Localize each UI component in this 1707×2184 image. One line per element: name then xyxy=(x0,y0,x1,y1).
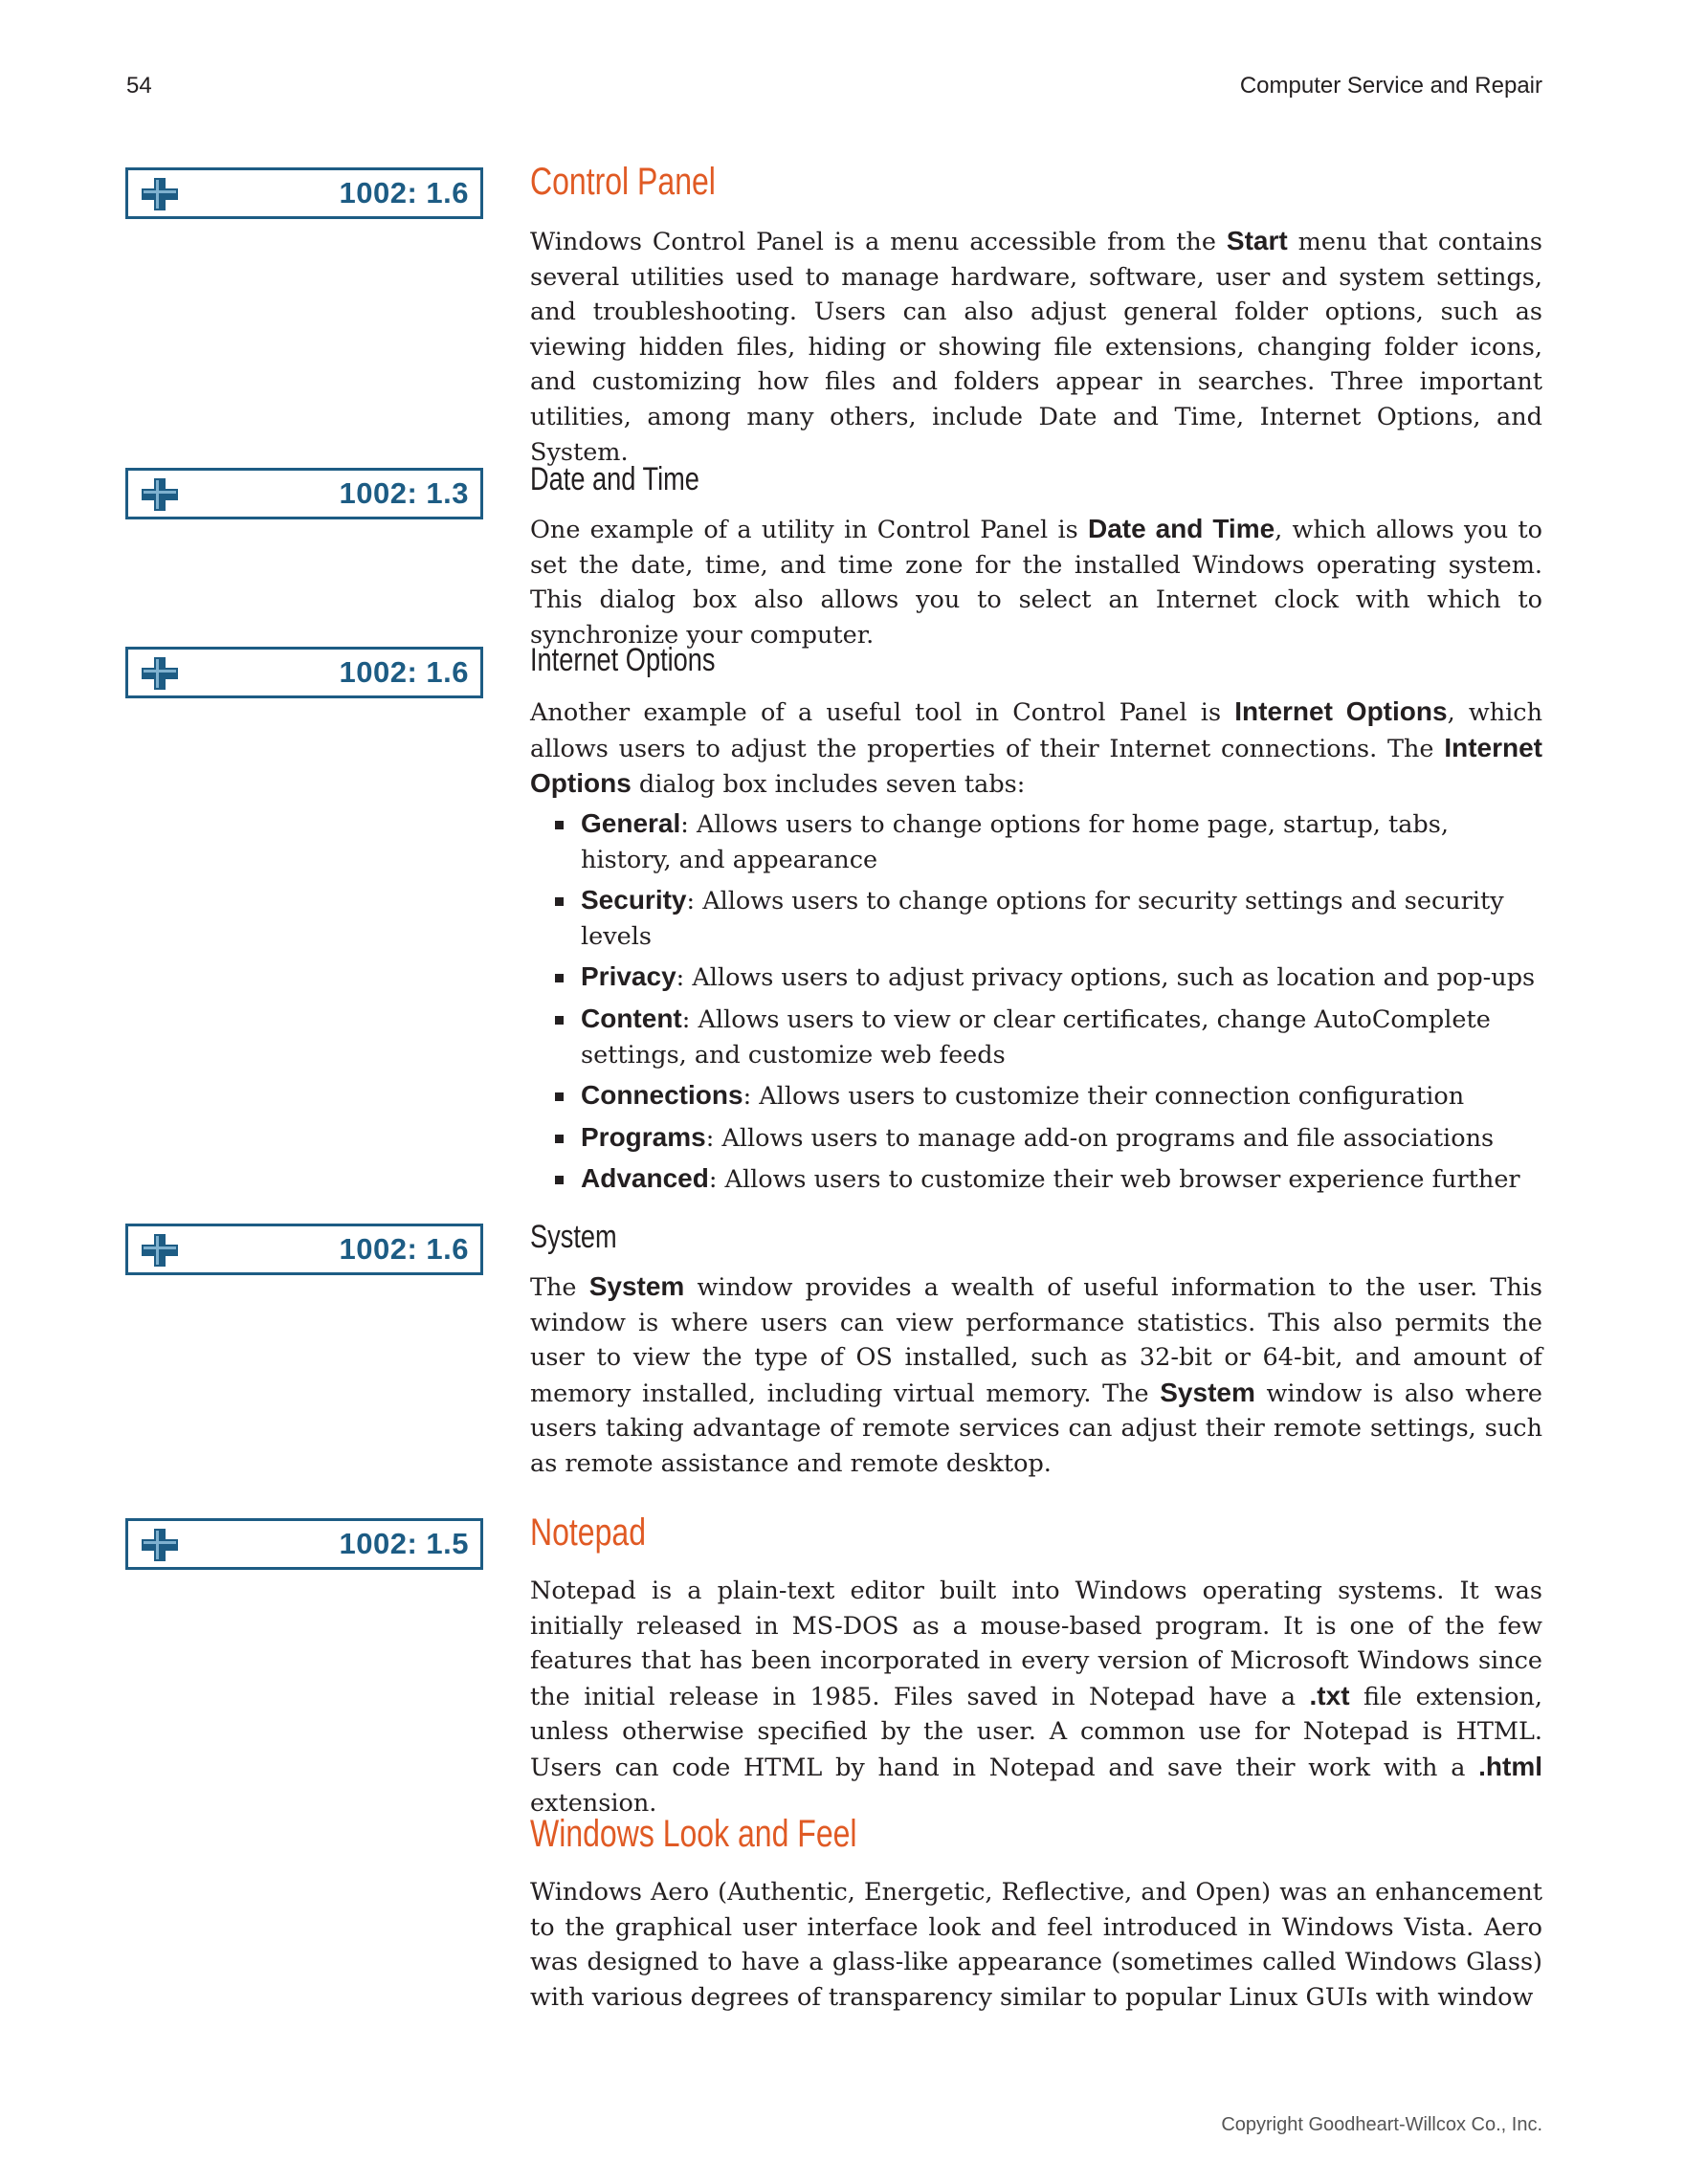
heading-notepad: Notepad xyxy=(530,1511,646,1554)
heading-windows-look-and-feel: Windows Look and Feel xyxy=(530,1813,857,1855)
text: extension. xyxy=(530,1788,657,1818)
objective-box xyxy=(125,167,483,219)
text: Another example of a useful tool in Control Panel is xyxy=(530,698,1235,727)
text: One example of a utility in Control Panel is xyxy=(530,516,1088,544)
objective-code: 1002: 1.5 xyxy=(339,1527,469,1560)
paragraph-control-panel xyxy=(530,224,1542,470)
page-number: 54 xyxy=(126,73,152,99)
list-item xyxy=(530,1120,1542,1157)
tab-name: Privacy xyxy=(581,961,676,992)
bold-term: Internet Options xyxy=(530,732,1542,799)
plus-cross-icon xyxy=(140,1529,180,1561)
objective-box xyxy=(125,1224,483,1275)
text: dialog box includes seven tabs: xyxy=(631,770,1026,800)
text: window is also where users taking advantage of remote services can adjust their remote settings, such as remote assistance and remote desktop. xyxy=(530,1379,1542,1478)
list-item xyxy=(530,960,1542,996)
running-header xyxy=(126,73,1542,111)
bold-term: System xyxy=(588,1271,685,1301)
tab-description: : Allows users to adjust privacy options, such as location and pop-ups xyxy=(676,963,1536,993)
bullet xyxy=(555,974,564,982)
objective-code: 1002: 1.6 xyxy=(339,176,469,210)
objective-code: 1002: 1.6 xyxy=(339,655,469,689)
list-item xyxy=(530,806,1542,877)
bold-term: Date and Time xyxy=(1087,514,1275,543)
tab-description: : Allows users to view or clear certificates, change AutoComplete settings, and customize web feeds xyxy=(581,1004,1491,1070)
list-item xyxy=(530,1002,1542,1072)
heading-system: System xyxy=(530,1219,617,1255)
text: Windows Control Panel is a menu accessible from the xyxy=(530,228,1227,256)
paragraph-system xyxy=(530,1269,1542,1482)
bold-term: Internet Options xyxy=(1234,696,1448,726)
paragraph-notepad xyxy=(530,1574,1542,1820)
list-item xyxy=(530,883,1542,954)
tab-description: : Allows users to customize their connection configuration xyxy=(743,1082,1465,1112)
bold-term: Start xyxy=(1226,226,1288,255)
plus-cross-icon xyxy=(140,178,180,210)
objective-code: 1002: 1.6 xyxy=(339,1232,469,1266)
bullet xyxy=(555,1092,564,1101)
bullet xyxy=(555,1016,564,1025)
tab-description: : Allows users to manage add-on programs and file associations xyxy=(705,1123,1495,1153)
text: file extension, unless otherwise specified by the user. A common use for Notepad is HTML. Users can code HTML by hand in Notepad and save their work with a xyxy=(530,1682,1542,1782)
list-item xyxy=(530,1078,1542,1114)
tab-name: Advanced xyxy=(581,1163,709,1194)
plus-cross-icon xyxy=(140,657,180,690)
running-title: Computer Service and Repair xyxy=(1239,73,1542,99)
bullet xyxy=(555,1176,564,1184)
bold-term: System xyxy=(1160,1377,1255,1407)
heading-internet-options: Internet Options xyxy=(530,642,716,678)
text: , which allows you to set the date, time, and time zone for the installed Windows operating system. This dialog box also allows you to select an Internet clock with which to synchronize your computer. xyxy=(530,516,1543,650)
tab-name: General xyxy=(581,808,681,838)
plus-cross-icon xyxy=(140,1234,180,1267)
bullet xyxy=(555,1135,564,1143)
heading-control-panel: Control Panel xyxy=(530,161,716,203)
bullet xyxy=(555,897,564,906)
paragraph-windows-look-and-feel: Windows Aero (Authentic, Energetic, Reflective, and Open) was an enhancement to the graphical user interface look and feel introduced in Windows Vista. Aero was designed to have a glass-like appearance (sometimes called Windows Glass) with various degrees of transparency similar to popular Linux GUIs with window xyxy=(530,1878,1542,2012)
plus-cross-icon xyxy=(140,478,180,511)
bold-term: .html xyxy=(1478,1751,1542,1781)
objective-box xyxy=(125,468,483,519)
text: menu that contains several utilities used to manage hardware, software, user and system settings, and troubleshooting. Users can also adjust general folder options, such as viewing hidden files, hiding or showing file extensions, changing folder icons, and customizing how files and folders appear in searches. Three important utilities, among many others, include Date and Time, Internet Options, and System. xyxy=(530,228,1543,467)
heading-date-and-time: Date and Time xyxy=(530,461,699,497)
tab-description: : Allows users to change options for home page, startup, tabs, history, and appearance xyxy=(581,810,1449,874)
bold-term: .txt xyxy=(1309,1680,1350,1710)
tab-list xyxy=(530,806,1542,1203)
text: Notepad is a plain-text editor built into Windows operating systems. It was initially released in MS-DOS as a mouse-based program. It is one of the few features that has been incorporated in every version of Microsoft Windows since the initial release in 1985. Files saved in Notepad have a xyxy=(530,1577,1542,1711)
tab-name: Programs xyxy=(581,1121,706,1152)
objective-code: 1002: 1.3 xyxy=(339,476,469,510)
objective-box xyxy=(125,647,483,698)
bullet xyxy=(555,821,564,829)
objective-box xyxy=(125,1518,483,1570)
text: window provides a wealth of useful information to the user. This window is where users can view performance statistics. This also permits the user to view the type of OS installed, such as 32-bit or 64-bit, and amount of memory installed, including virtual memory. The xyxy=(530,1273,1542,1408)
tab-name: Connections xyxy=(581,1080,743,1111)
paragraph-date-and-time xyxy=(530,512,1542,652)
paragraph-internet-options xyxy=(530,695,1542,803)
tab-name: Security xyxy=(581,885,687,916)
copyright-footer: Copyright Goodheart-Willcox Co., Inc. xyxy=(1221,2114,1542,2135)
text: The xyxy=(530,1273,589,1302)
tab-description: : Allows users to change options for security settings and security levels xyxy=(581,887,1504,951)
list-item xyxy=(530,1161,1542,1198)
text: , which allows users to adjust the properties of their Internet connections. The xyxy=(530,698,1542,763)
tab-name: Content xyxy=(581,1003,682,1033)
tab-description: : Allows users to customize their web browser experience further xyxy=(708,1165,1520,1195)
